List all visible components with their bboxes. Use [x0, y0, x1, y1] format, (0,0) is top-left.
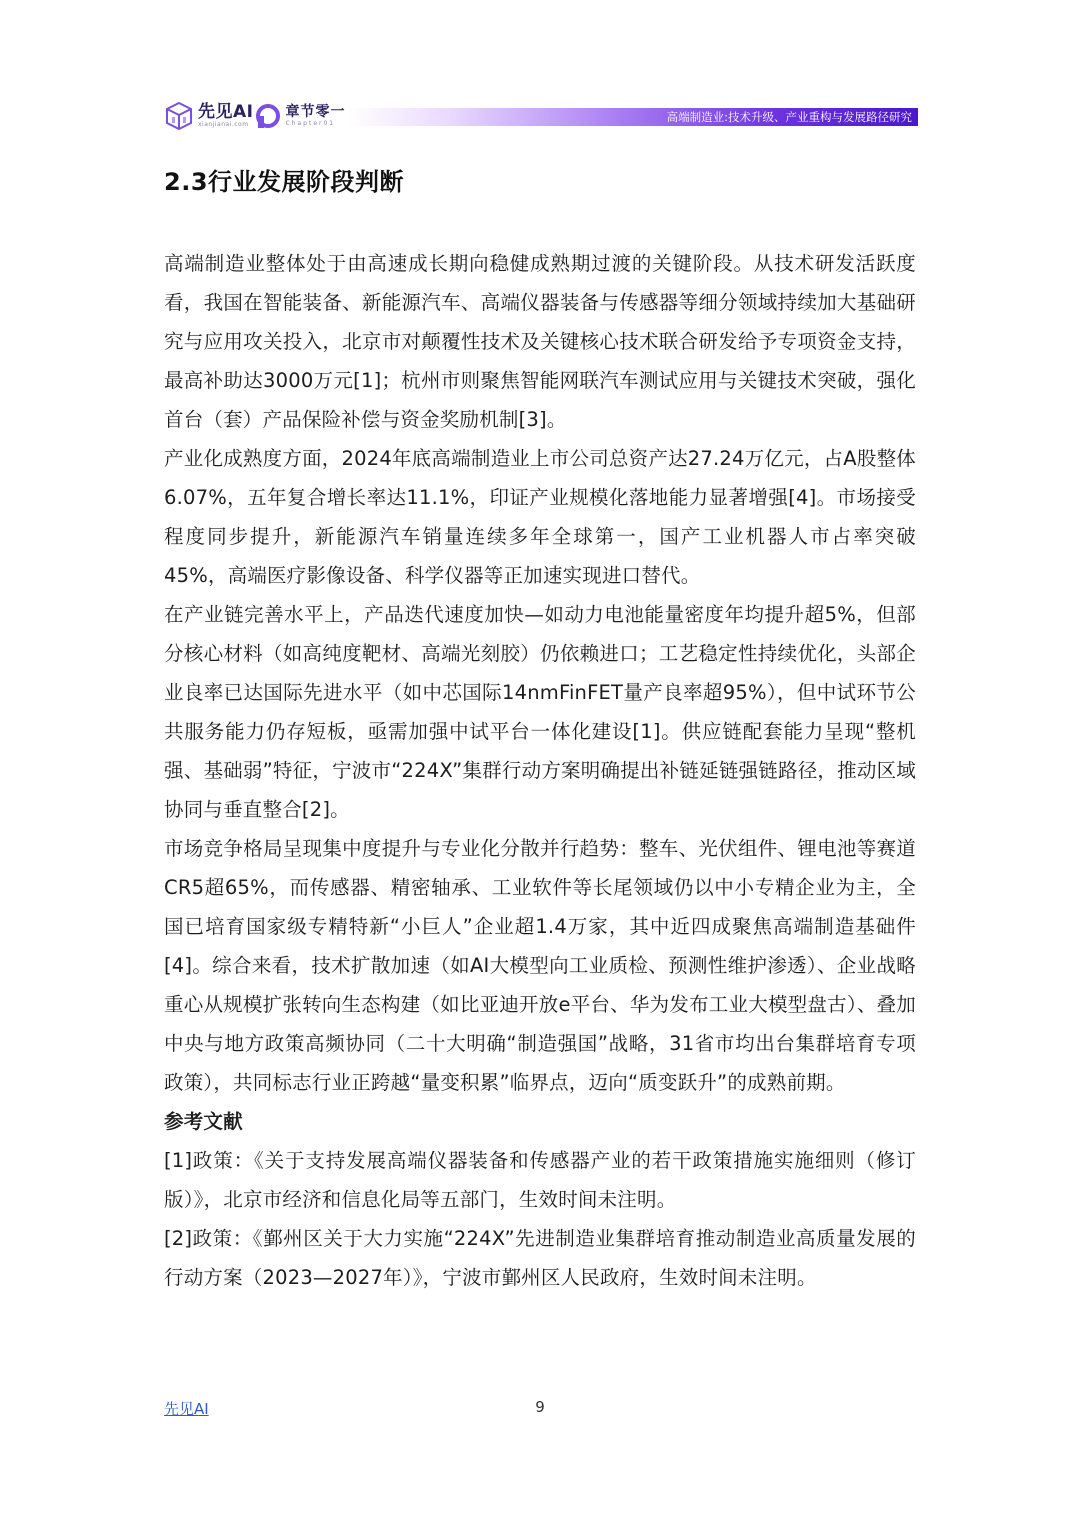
header-logo — [164, 100, 345, 132]
cube-logo-icon — [164, 101, 194, 131]
section-title: 2.3行业发展阶段判断 — [164, 168, 405, 197]
article-body — [164, 244, 916, 1297]
paragraph: 高端制造业整体处于由高速成长期向稳健成熟期过渡的关键阶段。从技术研发活跃度看，我国在智能装备、新能源汽车、高端仪器装备与传感器等细分领域持续加大基础研究与应用攻关投入，北京市对颠覆性技术及关键核心技术联合研发给予专项资金支持，最高补助达3000万元[1]；杭州市则聚焦智能网联汽车测试应用与关键技术突破，强化首台（套）产品保险补偿与资金奖励机制[3]。 — [164, 252, 916, 431]
report-title-banner: 高端制造业:技术升级、产业重构与发展路径研究 — [666, 110, 912, 124]
reference-item: [2]政策：《鄞州区关于大力实施“224X”先进制造业集群培育推动制造业高质量发展的行动方案（2023—2027年）》，宁波市鄞州区人民政府，生效时间未注明。 — [164, 1227, 916, 1289]
header-band — [348, 108, 918, 126]
logo-brand-name: 先见AI — [198, 102, 254, 122]
references-heading: 参考文献 — [164, 1110, 243, 1133]
partner-logo-icon — [255, 103, 281, 129]
logo-partner-sub: Chapter01 — [285, 120, 336, 127]
logo-partner-name: 章节零一 — [285, 104, 346, 120]
paragraph: 产业化成熟度方面，2024年底高端制造业上市公司总资产达27.24万亿元，占A股整体6.07%，五年复合增长率达11.1%，印证产业规模化落地能力显著增强[4]。市场接受程度同步提升，新能源汽车销量连续多年全球第一，国产工业机器人市占率突破45%，高端医疗影像设备、科学仪器等正加速实现进口替代。 — [164, 447, 916, 587]
footer-brand-link[interactable]: 先见AI — [164, 1400, 209, 1418]
logo-brand-domain: xianjianai.com — [198, 121, 249, 128]
paragraph: 在产业链完善水平上，产品迭代速度加快—如动力电池能量密度年均提升超5%，但部分核心材料（如高纯度靶材、高端光刻胶）仍依赖进口；工艺稳定性持续优化，头部企业良率已达国际先进水平（如中芯国际14nmFinFET量产良率超95%），但中试环节公共服务能力仍存短板，亟需加强中试平台一体化建设[1]。供应链配套能力呈现“整机强、基础弱”特征，宁波市“224X”集群行动方案明确提出补链延链强链路径，推动区域协同与垂直整合[2]。 — [164, 603, 916, 821]
paragraph: 市场竞争格局呈现集中度提升与专业化分散并行趋势：整车、光伏组件、锂电池等赛道CR5超65%，而传感器、精密轴承、工业软件等长尾领域仍以中小专精企业为主，全国已培育国家级专精特新“小巨人”企业超1.4万家，其中近四成聚焦高端制造基础件[4]。综合来看，技术扩散加速（如AI大模型向工业质检、预测性维护渗透）、企业战略重心从规模扩张转向生态构建（如比亚迪开放e平台、华为发布工业大模型盘古）、叠加中央与地方政策高频协同（二十大明确“制造强国”战略，31省市均出台集群培育专项政策），共同标志行业正跨越“量变积累”临界点，迈向“质变跃升”的成熟前期。 — [164, 837, 916, 1094]
page-number: 9 — [535, 1398, 545, 1416]
page-header — [164, 96, 916, 140]
reference-item: [1]政策：《关于支持发展高端仪器装备和传感器产业的若干政策措施实施细则（修订版）》，北京市经济和信息化局等五部门，生效时间未注明。 — [164, 1149, 916, 1211]
